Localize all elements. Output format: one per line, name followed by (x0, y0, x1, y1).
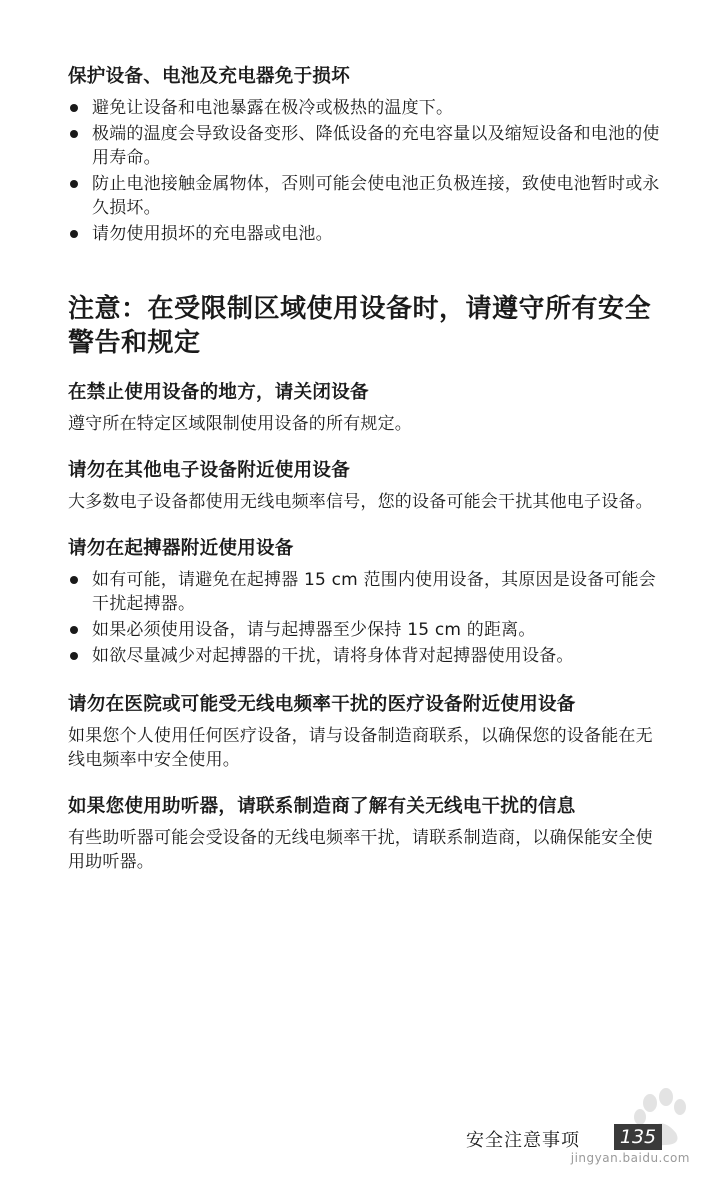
subheading-hearing-aids: 如果您使用助听器，请联系制造商了解有关无线电干扰的信息 (68, 796, 576, 817)
page-footer (466, 1120, 666, 1150)
paragraph-other-electronics: 大多数电子设备都使用无线电频率信号，您的设备可能会干扰其他电子设备。 (68, 492, 653, 512)
paragraph-turn-off-device: 遵守所在特定区域限制使用设备的所有规定。 (68, 414, 412, 434)
subheading-medical-devices: 请勿在医院或可能受无线电频率干扰的医疗设备附近使用设备 (68, 694, 576, 715)
protect-device-list (68, 96, 662, 246)
bullet-icon (70, 104, 78, 112)
footer-title: 安全注意事项 (466, 1130, 580, 1151)
bullet-icon (70, 130, 78, 138)
list-item: 极端的温度会导致设备变形、降低设备的充电容量以及缩短设备和电池的使用寿命。 (68, 122, 662, 170)
subheading-turn-off-device: 在禁止使用设备的地方，请关闭设备 (68, 382, 369, 403)
section-heading-protect-device: 保护设备、电池及充电器免于损坏 (68, 66, 351, 87)
list-item: 如有可能，请避免在起搏器 15 cm 范围内使用设备，其原因是设备可能会干扰起搏器。 (68, 568, 662, 616)
section-heading-restricted-areas: 注意：在受限制区域使用设备时，请遵守所有安全警告和规定 (68, 294, 652, 358)
bullet-icon (70, 576, 78, 584)
list-item: 避免让设备和电池暴露在极冷或极热的温度下。 (68, 96, 662, 120)
bullet-icon (70, 230, 78, 238)
paragraph-medical-devices: 如果您个人使用任何医疗设备，请与设备制造商联系，以确保您的设备能在无线电频率中安全使用。 (68, 726, 653, 770)
list-item: 请勿使用损坏的充电器或电池。 (68, 222, 662, 246)
bullet-icon (70, 652, 78, 660)
page-number: 135 (614, 1124, 662, 1150)
bullet-icon (70, 626, 78, 634)
paragraph-hearing-aids: 有些助听器可能会受设备的无线电频率干扰，请联系制造商，以确保能安全使用助听器。 (68, 828, 653, 872)
subheading-pacemaker: 请勿在起搏器附近使用设备 (68, 538, 294, 559)
watermark-text: jingyan.baidu.com (570, 1151, 690, 1165)
document-page (68, 64, 662, 874)
bullet-icon (70, 180, 78, 188)
list-item: 如果必须使用设备，请与起搏器至少保持 15 cm 的距离。 (68, 618, 662, 642)
list-item: 防止电池接触金属物体，否则可能会使电池正负极连接，致使电池暂时或永久损坏。 (68, 172, 662, 220)
subheading-other-electronics: 请勿在其他电子设备附近使用设备 (68, 460, 351, 481)
list-item: 如欲尽量减少对起搏器的干扰，请将身体背对起搏器使用设备。 (68, 644, 662, 668)
pacemaker-list (68, 568, 662, 668)
